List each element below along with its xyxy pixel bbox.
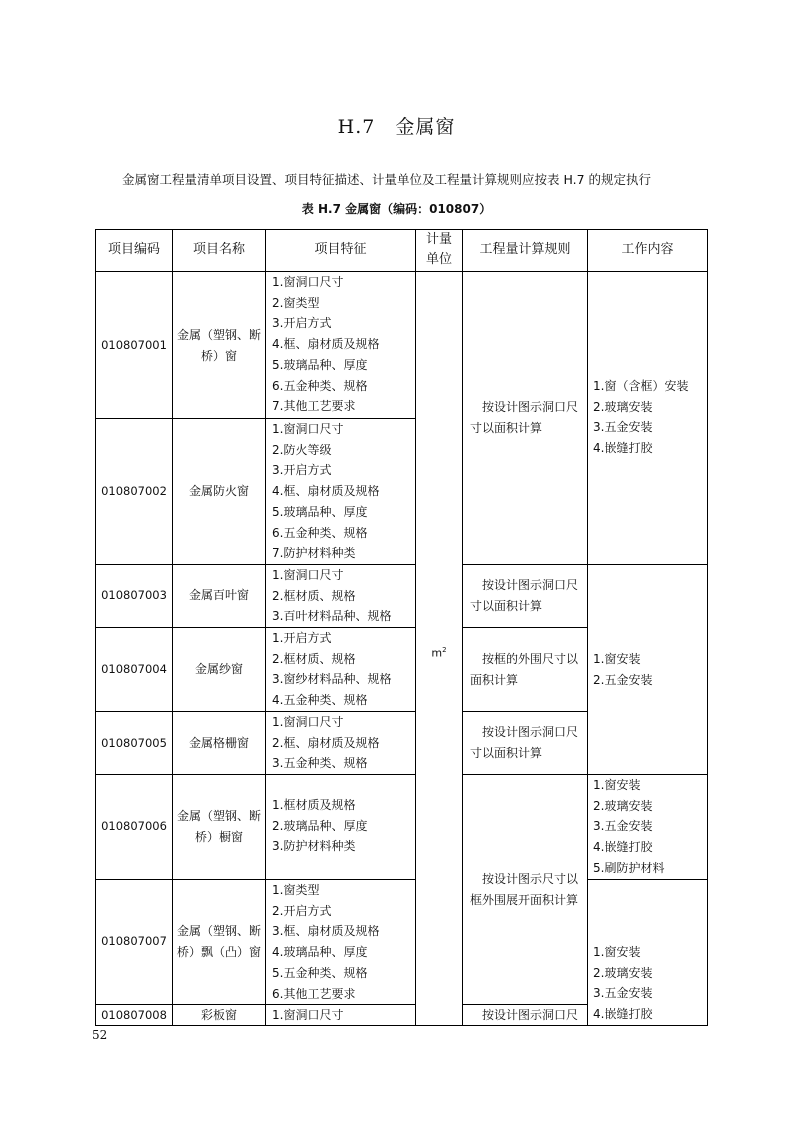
row-8-name: 彩板窗 — [200, 1008, 237, 1022]
header-unit-line1: 计量 — [425, 232, 452, 247]
rule-4-line2: 寸以面积计算 — [470, 745, 543, 760]
feature-item: 5.玻璃品种、厚度 — [272, 504, 368, 519]
work-item: 1.窗（含框）安装 — [593, 379, 689, 393]
feature-item: 3.五金种类、规格 — [272, 756, 368, 771]
feature-item: 4.玻璃品种、厚度 — [272, 945, 368, 960]
work-item: 2.玻璃安装 — [593, 965, 653, 980]
feature-item: 3.开启方式 — [272, 316, 332, 331]
work-item: 3.五金安装 — [593, 819, 653, 834]
header-unit-line2: 单位 — [425, 252, 452, 267]
header-name: 项目名称 — [192, 242, 245, 257]
feature-item: 2.开启方式 — [272, 903, 332, 918]
row-1-name — [173, 325, 265, 366]
row-1-name-line2: 桥）窗 — [200, 348, 237, 363]
row-3-code: 010807003 — [101, 588, 167, 602]
rule-1-line1: 按设计图示洞口尺 — [482, 400, 579, 414]
feature-item: 2.窗类型 — [272, 295, 320, 310]
work-item: 2.五金安装 — [593, 672, 653, 687]
row-4-code: 010807004 — [101, 662, 167, 676]
rule-5-line1: 按设计图示尺寸以 — [482, 872, 579, 886]
row-7-code: 010807007 — [101, 934, 167, 948]
feature-item: 3.框、扇材质及规格 — [272, 924, 380, 939]
row-6-name-line1: 金属（塑钢、断 — [176, 809, 261, 823]
feature-item: 6.五金种类、规格 — [272, 525, 368, 540]
row-6-code: 010807006 — [101, 819, 167, 833]
row-8-features — [272, 1005, 343, 1026]
header-features: 项目特征 — [314, 242, 367, 257]
feature-item: 7.防护材料种类 — [272, 546, 356, 561]
row-5-features — [272, 712, 379, 774]
row-8-code: 010807008 — [101, 1008, 167, 1022]
unit-value — [416, 640, 462, 664]
rule-2-line2: 寸以面积计算 — [470, 598, 543, 613]
work-item: 4.嵌缝打胶 — [593, 840, 653, 855]
work-2 — [593, 649, 652, 690]
section-title: H.7 金属窗 — [337, 116, 456, 138]
row-6-features — [272, 795, 367, 857]
unit-sup: 2 — [442, 646, 447, 654]
rule-1-line2: 寸以面积计算 — [470, 420, 543, 435]
rule-2-line1: 按设计图示洞口尺 — [482, 578, 579, 592]
work-item: 4.嵌缝打胶 — [593, 441, 653, 456]
rule-4-line1: 按设计图示洞口尺 — [482, 725, 579, 739]
work-item: 2.玻璃安装 — [593, 399, 653, 414]
table-caption: 表 H.7 金属窗（编码：010807） — [301, 202, 492, 216]
work-item: 1.窗安装 — [593, 778, 641, 792]
feature-item: 5.五金种类、规格 — [272, 965, 368, 980]
row-7-name — [173, 921, 265, 962]
row-3-name: 金属百叶窗 — [188, 588, 249, 602]
feature-item: 1.窗洞口尺寸 — [272, 715, 344, 729]
row-3-features — [272, 565, 391, 627]
feature-item: 7.其他工艺要求 — [272, 399, 356, 414]
feature-item: 1.窗类型 — [272, 883, 320, 897]
feature-item: 2.框、扇材质及规格 — [272, 735, 380, 750]
row-4-features — [272, 628, 391, 711]
work-item: 5.刷防护材料 — [593, 860, 665, 875]
row-7-features — [272, 880, 379, 1004]
feature-item: 1.窗洞口尺寸 — [272, 275, 344, 289]
row-5-name: 金属格栅窗 — [188, 736, 249, 750]
feature-item: 3.窗纱材料品种、规格 — [272, 672, 392, 687]
work-1 — [593, 376, 688, 459]
work-item: 2.玻璃安装 — [593, 798, 653, 813]
work-item: 1.窗安装 — [593, 945, 641, 959]
feature-item: 1.窗洞口尺寸 — [272, 422, 344, 436]
row-2-name: 金属防火窗 — [188, 484, 249, 498]
feature-item: 4.框、扇材质及规格 — [272, 484, 380, 499]
feature-item: 2.框材质、规格 — [272, 651, 356, 666]
feature-item: 1.窗洞口尺寸 — [272, 568, 344, 582]
rule-5 — [470, 869, 578, 910]
page-number: 52 — [92, 1028, 108, 1042]
work-item: 3.五金安装 — [593, 986, 653, 1001]
work-3 — [593, 775, 664, 879]
header-code: 项目编码 — [107, 242, 160, 257]
feature-item: 4.五金种类、规格 — [272, 693, 368, 708]
row-2-code: 010807002 — [101, 484, 167, 498]
work-item: 1.窗安装 — [593, 652, 641, 666]
rule-3-line2: 面积计算 — [470, 672, 519, 687]
rule-2 — [470, 575, 578, 616]
header-unit — [416, 230, 462, 270]
feature-item: 4.框、扇材质及规格 — [272, 337, 380, 352]
feature-item: 3.防护材料种类 — [272, 839, 356, 854]
row-1-code: 010807001 — [101, 338, 167, 352]
row-6-name — [173, 806, 265, 847]
rule-3-line1: 按框的外围尺寸以 — [482, 652, 579, 666]
rule-6-line1: 按设计图示洞口尺 — [482, 1008, 579, 1022]
rule-3 — [470, 649, 578, 690]
rule-5-line2: 框外围展开面积计算 — [470, 892, 579, 907]
row-7-name-line1: 金属（塑钢、断 — [176, 924, 261, 938]
feature-item: 3.百叶材料品种、规格 — [272, 609, 392, 624]
feature-item: 5.玻璃品种、厚度 — [272, 357, 368, 372]
row-6-name-line2: 桥）橱窗 — [194, 829, 243, 844]
feature-item: 2.框材质、规格 — [272, 588, 356, 603]
row-2-features — [272, 419, 379, 564]
feature-item: 6.其他工艺要求 — [272, 986, 356, 1001]
header-work: 工作内容 — [621, 242, 674, 257]
feature-item: 3.开启方式 — [272, 463, 332, 478]
row-7-name-line2: 桥）飘（凸）窗 — [176, 944, 261, 959]
row-1-name-line1: 金属（塑钢、断 — [176, 328, 261, 342]
rule-4 — [470, 722, 578, 763]
feature-item: 2.防火等级 — [272, 442, 332, 457]
rule-1 — [470, 397, 578, 438]
row-1-features — [272, 272, 379, 417]
rule-6 — [470, 1005, 578, 1026]
feature-item: 2.玻璃品种、厚度 — [272, 818, 368, 833]
feature-item: 1.窗洞口尺寸 — [272, 1008, 344, 1022]
feature-item: 1.框材质及规格 — [272, 798, 356, 812]
header-rule: 工程量计算规则 — [479, 242, 571, 257]
feature-item: 1.开启方式 — [272, 631, 332, 645]
work-item: 4.嵌缝打胶 — [593, 1007, 653, 1022]
unit-base: m — [431, 646, 443, 660]
intro-text: 金属窗工程量清单项目设置、项目特征描述、计量单位及工程量计算规则应按表 H.7 的规定执行 — [122, 172, 652, 187]
row-5-code: 010807005 — [101, 736, 167, 750]
row-4-name: 金属纱窗 — [194, 662, 243, 676]
work-4 — [593, 942, 652, 1025]
work-item: 3.五金安装 — [593, 420, 653, 435]
feature-item: 6.五金种类、规格 — [272, 378, 368, 393]
